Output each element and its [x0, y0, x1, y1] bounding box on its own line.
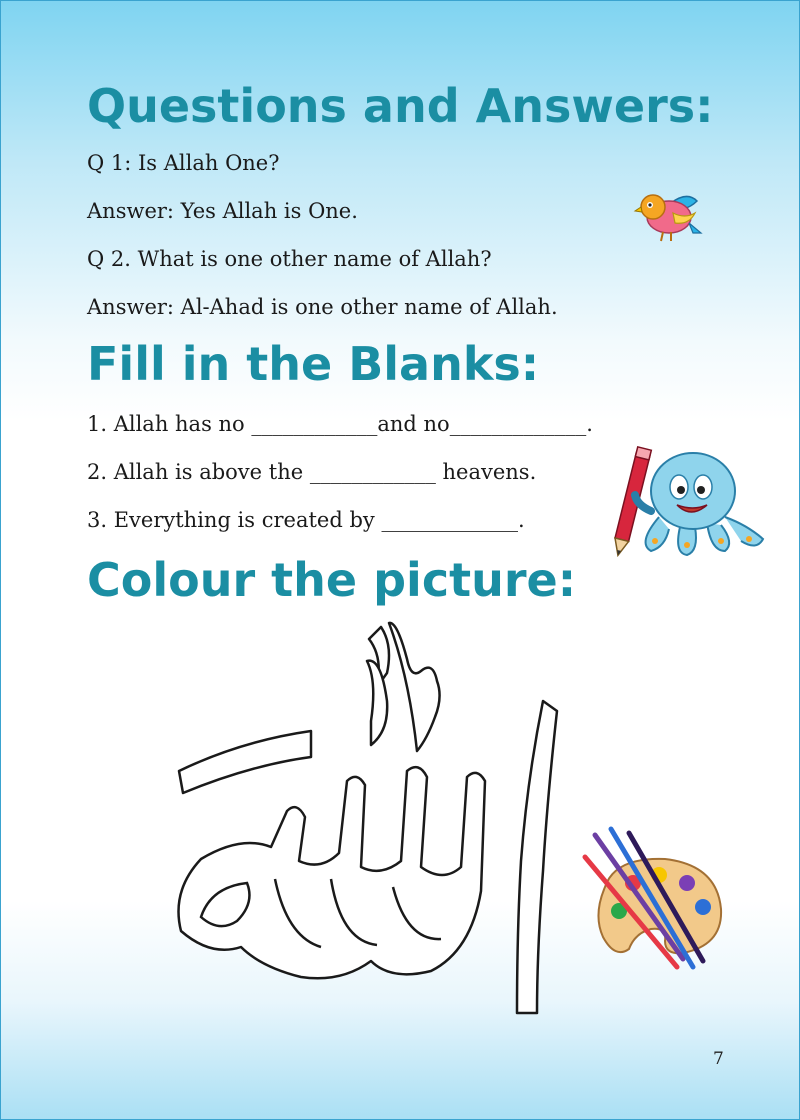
octopus-with-pencil-icon	[607, 447, 767, 561]
bird-icon	[637, 189, 703, 245]
answer-1: Answer: Yes Allah is One.	[87, 199, 358, 223]
blanks-heading: Fill in the Blanks:	[87, 337, 540, 391]
colouring-heading: Colour the picture:	[87, 553, 577, 607]
allah-calligraphy-outline	[171, 621, 571, 1041]
blank-1: 1. Allah has no ____________and no_____________.	[87, 412, 593, 436]
questions-heading: Questions and Answers:	[87, 79, 714, 133]
blank-3: 3. Everything is created by _____________.	[87, 508, 525, 532]
question-1: Q 1: Is Allah One?	[87, 151, 280, 175]
question-2: Q 2. What is one other name of Allah?	[87, 247, 492, 271]
page-number: 7	[713, 1049, 724, 1069]
blank-2: 2. Allah is above the ____________ heavens.	[87, 460, 537, 484]
paint-palette-icon	[585, 827, 725, 975]
answer-2: Answer: Al-Ahad is one other name of Allah.	[87, 295, 558, 319]
